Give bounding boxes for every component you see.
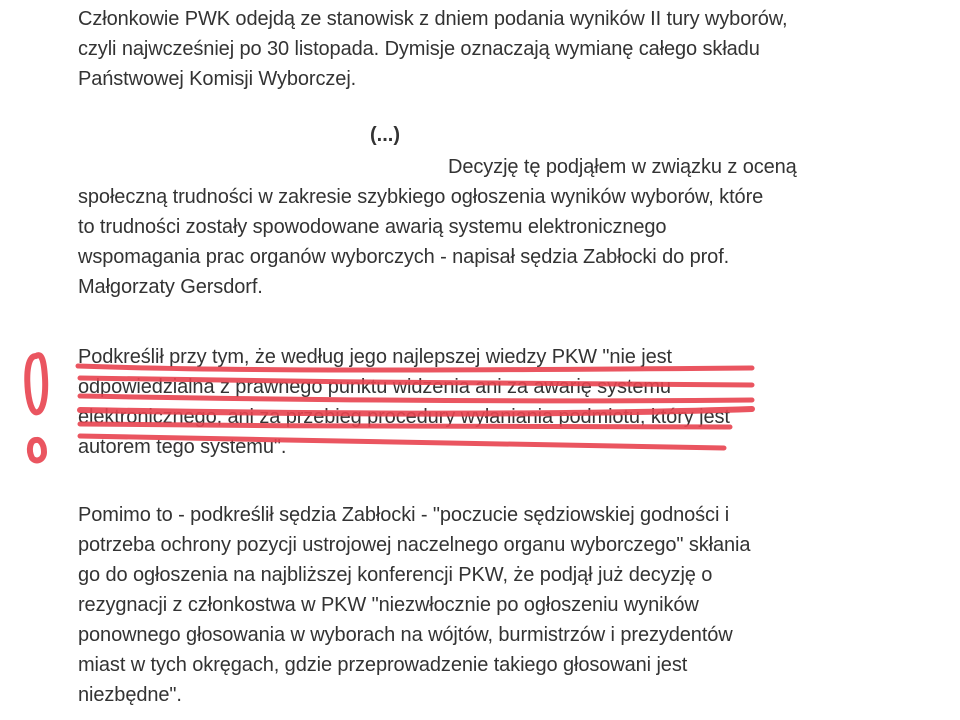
text-line: Członkowie PWK odejdą ze stanowisk z dniem podania wyników II tury wyborów, — [78, 8, 788, 30]
ellipsis-marker: (...) — [370, 124, 400, 146]
text-line: elektronicznego, ani za przebieg procedury wyłaniania podmiotu, który jest — [78, 406, 730, 428]
paragraph-resignation-reason — [78, 500, 938, 710]
text-line: niezbędne". — [78, 684, 182, 706]
text-line: potrzeba ochrony pozycji ustrojowej naczelnego organu wyborczego" skłania — [78, 534, 751, 556]
text-line: Pomimo to - podkreślił sędzia Zabłocki - "poczucie sędziowskiej godności i — [78, 504, 730, 526]
text-line: Podkreślił przy tym, że według jego najlepszej wiedzy PKW "nie jest — [78, 346, 672, 368]
text-line: ponownego głosowania w wyborach na wójtów, burmistrzów i prezydentów — [78, 624, 733, 646]
text-line: odpowiedzialna z prawnego punktu widzenia ani za awarię systemu — [78, 376, 671, 398]
paragraph-pkw-resignation — [78, 4, 918, 94]
text-line: Małgorzaty Gersdorf. — [78, 276, 263, 298]
text-line — [78, 152, 898, 182]
paragraph-underlined-statement — [78, 342, 898, 462]
text-line: czyli najwcześniej po 30 listopada. Dymisje oznaczają wymianę całego składu — [78, 38, 760, 60]
text-line: Państwowej Komisji Wyborczej. — [78, 68, 357, 90]
text-line: miast w tych okręgach, gdzie przeprowadzenie takiego głosowani jest — [78, 654, 688, 676]
paragraph-decision-quote — [78, 152, 898, 302]
text-line: to trudności zostały spowodowane awarią systemu elektronicznego — [78, 216, 667, 238]
text-line: autorem tego systemu". — [78, 436, 287, 458]
text-line: społeczną trudności w zakresie szybkiego ogłoszenia wyników wyborów, które — [78, 186, 764, 208]
text-line-content: Decyzję tę podjąłem w związku z oceną — [448, 156, 797, 178]
text-line: rezygnacji z członkostwa w PKW "niezwłocznie po ogłoszeniu wyników — [78, 594, 699, 616]
text-line: wspomagania prac organów wyborczych - napisał sędzia Zabłocki do prof. — [78, 246, 730, 268]
text-line: go do ogłoszenia na najbliższej konferencji PKW, że podjął już decyzję o — [78, 564, 713, 586]
